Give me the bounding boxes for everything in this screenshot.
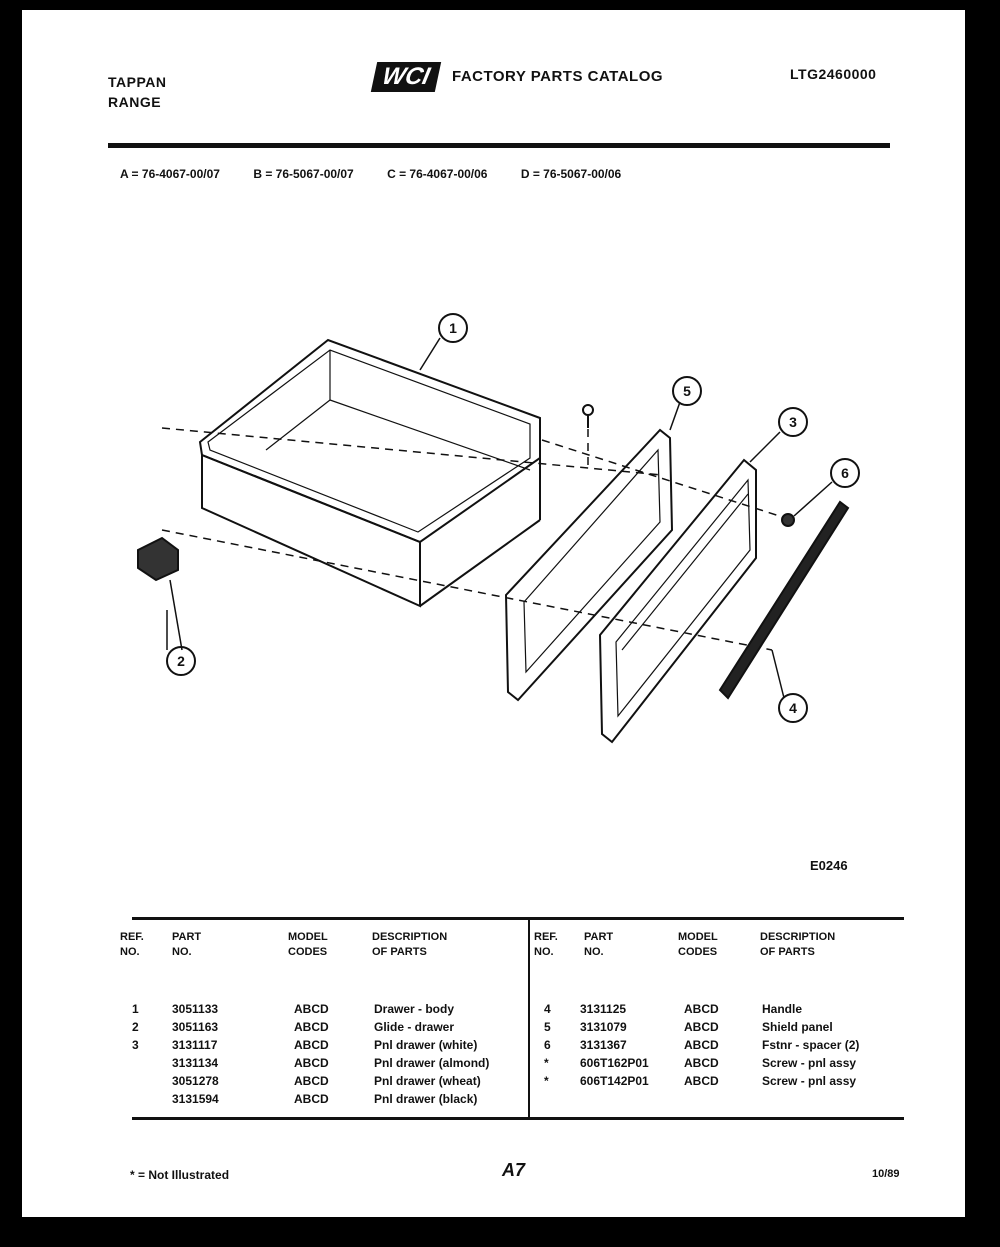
table-cell (132, 1072, 139, 1090)
left-desc-column (374, 1000, 489, 1108)
table-cell: 3051278 (172, 1074, 219, 1088)
table-cell: 1 (132, 1002, 139, 1016)
model-code-c: C = 76-4067-00/06 (387, 167, 488, 181)
left-part-column (172, 1000, 219, 1108)
table-divider (528, 920, 530, 1117)
left-ref-column (132, 1000, 139, 1108)
right-ref-column (544, 1000, 551, 1090)
table-cell: Drawer - body (374, 1002, 455, 1016)
table-cell: 606T142P01 (580, 1074, 649, 1088)
callout-leaders (167, 338, 832, 698)
table-cell: Pnl drawer (almond) (374, 1056, 490, 1070)
table-cell: 3 (132, 1038, 139, 1052)
catalog-date: 10/89 (872, 1168, 900, 1180)
callout-3: 3 (789, 414, 797, 430)
drawer-glide-part (138, 538, 182, 650)
table-cell: ABCD (684, 1074, 719, 1088)
right-model-column (684, 1000, 719, 1090)
table-cell: Pnl drawer (wheat) (374, 1074, 481, 1088)
catalog-title: FACTORY PARTS CATALOG (452, 68, 664, 85)
footnote: * = Not Illustrated (130, 1168, 230, 1182)
page-number: A7 (502, 1160, 526, 1180)
header-part-no: PART NO. (172, 931, 202, 958)
table-cell: ABCD (294, 1092, 329, 1106)
table-cell: Shield panel (762, 1020, 833, 1034)
table-cell: 3131367 (580, 1038, 627, 1052)
right-desc-column (762, 1000, 859, 1090)
right-part-column (580, 1000, 649, 1090)
header-ref-no: REF. NO. (120, 931, 144, 958)
table-cell: 3051133 (172, 1002, 219, 1016)
table-cell: Screw - pnl assy (762, 1056, 857, 1070)
table-cell: 3131117 (172, 1038, 218, 1052)
callout-1: 1 (449, 320, 457, 336)
header-description: DESCRIPTION OF PARTS (760, 931, 836, 958)
brand-name: TAPPAN (108, 74, 167, 90)
table-cell: * (544, 1056, 549, 1070)
wci-logo: WCI (371, 62, 441, 92)
spacer-part (782, 514, 794, 526)
table-cell: 3131134 (172, 1056, 219, 1070)
callout-6: 6 (841, 465, 849, 481)
table-cell: ABCD (294, 1056, 329, 1070)
table-cell: ABCD (684, 1038, 719, 1052)
table-cell: Glide - drawer (374, 1020, 455, 1034)
catalog-number: LTG2460000 (790, 66, 877, 82)
table-cell: ABCD (684, 1002, 719, 1016)
catalog-page (22, 10, 965, 1217)
table-cell: 4 (544, 1002, 551, 1016)
table-cell: ABCD (294, 1038, 329, 1052)
table-cell: * (544, 1074, 549, 1088)
table-cell: Screw - pnl assy (762, 1074, 857, 1088)
table-cell: ABCD (294, 1002, 329, 1016)
header-part-no: PART NO. (584, 931, 614, 958)
callout-5: 5 (683, 383, 691, 399)
table-cell: 3051163 (172, 1020, 219, 1034)
figure-code: E0246 (810, 858, 848, 873)
table-cell: 3131079 (580, 1020, 627, 1034)
table-cell: ABCD (684, 1020, 719, 1034)
product-type: RANGE (108, 94, 162, 110)
table-top-rule (132, 917, 904, 920)
table-cell: Handle (762, 1002, 803, 1016)
handle-part (720, 502, 848, 698)
header-model-codes: MODEL CODES (678, 931, 718, 958)
table-cell: 3131594 (172, 1092, 219, 1106)
panel-drawer-part (600, 460, 756, 742)
table-cell: 606T162P01 (580, 1056, 649, 1070)
table-cell: ABCD (294, 1074, 329, 1088)
table-bottom-rule (132, 1117, 904, 1120)
callout-2: 2 (177, 653, 185, 669)
model-code-d: D = 76-5067-00/06 (520, 167, 622, 181)
header-description: DESCRIPTION OF PARTS (372, 931, 448, 958)
table-cell (132, 1090, 139, 1108)
table-cell (132, 1054, 139, 1072)
shield-panel-part (506, 405, 672, 700)
callout-4: 4 (789, 700, 797, 716)
header-ref-no: REF. NO. (534, 931, 558, 958)
table-cell: ABCD (684, 1056, 719, 1070)
table-cell: Pnl drawer (black) (374, 1092, 478, 1106)
exploded-parts-diagram (22, 10, 965, 910)
table-cell: Fstnr - spacer (2) (762, 1038, 860, 1052)
table-cell: 3131125 (580, 1002, 627, 1016)
drawer-body-part (200, 340, 540, 606)
table-cell: 6 (544, 1038, 551, 1052)
table-cell: 5 (544, 1020, 551, 1034)
table-cell: ABCD (294, 1020, 329, 1034)
header-model-codes: MODEL CODES (288, 931, 328, 958)
model-code-a: A = 76-4067-00/07 (120, 167, 220, 181)
left-model-column (294, 1000, 329, 1108)
model-code-b: B = 76-5067-00/07 (253, 167, 354, 181)
table-cell: 2 (132, 1020, 139, 1034)
table-cell: Pnl drawer (white) (374, 1038, 478, 1052)
